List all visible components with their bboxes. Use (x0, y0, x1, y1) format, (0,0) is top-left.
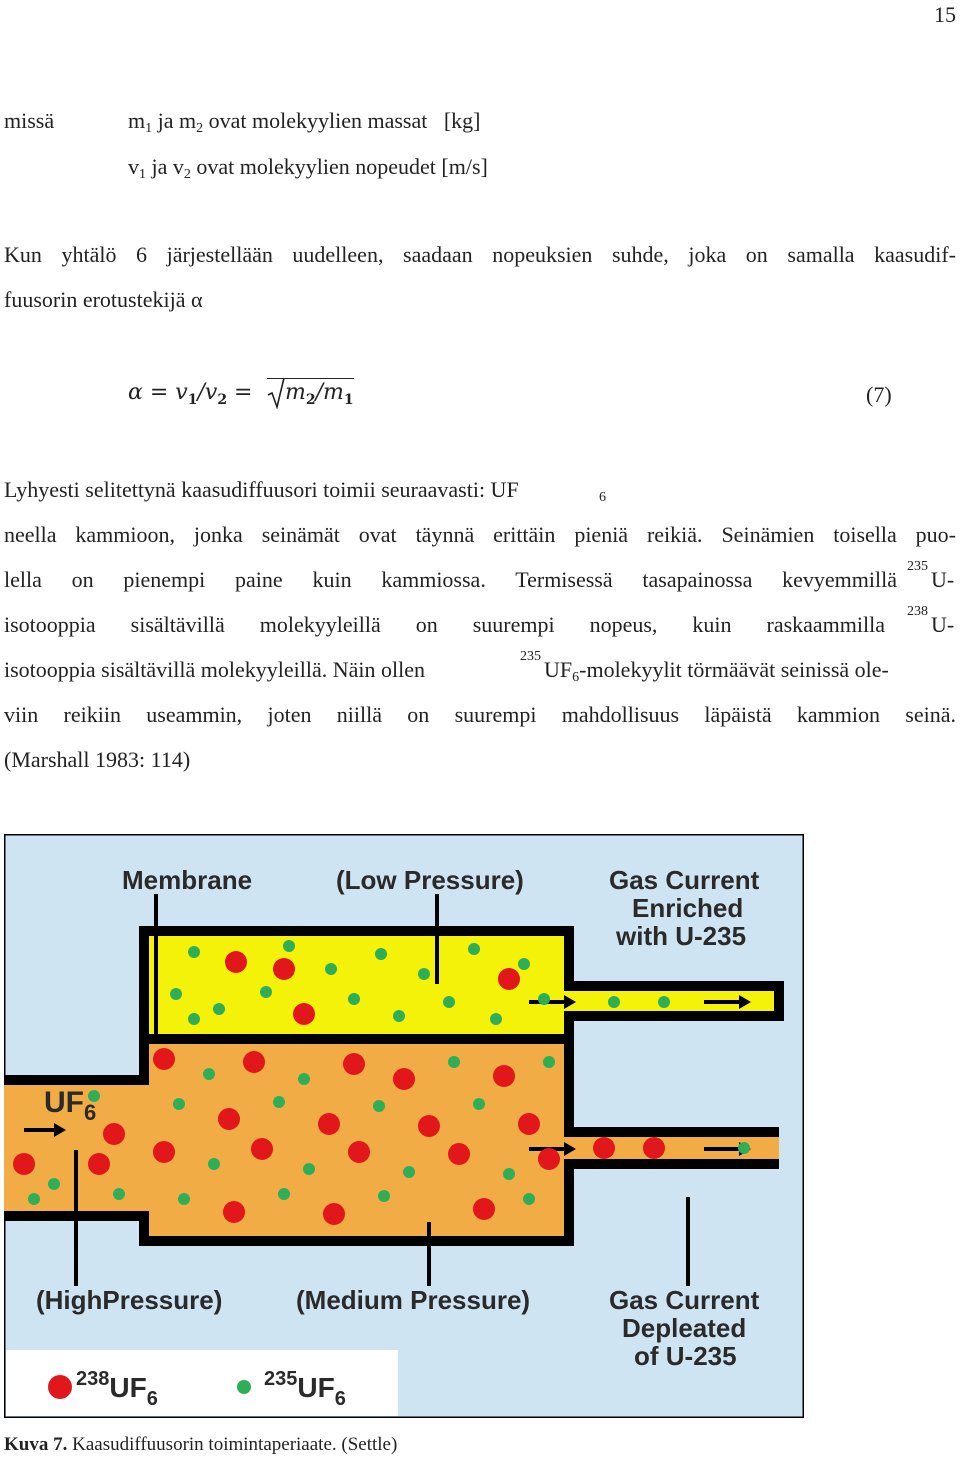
legend-u235-label: $^{235}UF_6$ (264, 1368, 346, 1410)
u235-molecule (543, 1056, 555, 1068)
u235-molecule (113, 1188, 125, 1200)
u235-molecule (170, 988, 182, 1000)
u238-molecule (218, 1108, 240, 1130)
intro-line-2: fuusorin erotustekijä α (4, 287, 203, 312)
label-gas-depleted-2: Depleated (622, 1313, 747, 1343)
u235-molecule (278, 1188, 290, 1200)
u235-molecule (503, 1168, 515, 1180)
u235-molecule (188, 946, 200, 958)
intro-line-1: Kun yhtälö 6 järjestellään uudelleen, saadaan nopeuksien suhde, joka on samalla kaasudif- (4, 242, 956, 267)
u235-molecule (373, 1100, 385, 1112)
paragraph-line-1-formula: 6 (599, 490, 606, 505)
u235-molecule (325, 963, 337, 975)
u238-molecule (393, 1068, 415, 1090)
u238-molecule (293, 1003, 315, 1025)
u235-molecule (468, 943, 480, 955)
u235-molecule (48, 1178, 60, 1190)
diffuser-diagram (4, 834, 804, 1418)
label-uf6: $UF_6$ (44, 1086, 97, 1125)
u235-molecule (203, 1068, 215, 1080)
u238-molecule (153, 1048, 175, 1070)
u238-molecule (643, 1137, 665, 1159)
paragraph-line-1: Lyhyesti selitettynä kaasudiffuusori toimii seuraavasti: UF (4, 477, 519, 502)
label-gas-enriched-3: with U-235 (616, 921, 747, 951)
u235-molecule (378, 1190, 390, 1202)
u235-molecule (28, 1193, 40, 1205)
u235-molecule (523, 1193, 535, 1205)
paragraph-line-6: viin reikiin useammin, joten niillä on suurempi mahdollisuus läpäistä kammion seinä. (4, 702, 956, 727)
u238-molecule (348, 1141, 370, 1163)
u238-molecule (223, 1201, 245, 1223)
paragraph-line-7: (Marshall 1983: 114) (4, 747, 191, 772)
u235-molecule (273, 1096, 285, 1108)
u238-molecule (493, 1065, 515, 1087)
u235-molecule (213, 1003, 225, 1015)
square-root: $m_2/m_1$ (267, 378, 354, 408)
u238-molecule (88, 1153, 110, 1175)
u235-molecule (443, 996, 455, 1008)
u238-molecule (498, 968, 520, 990)
page-number: 15 (934, 2, 956, 27)
u238-molecule (13, 1153, 35, 1175)
u235-molecule (348, 993, 360, 1005)
label-gas-enriched-1: Gas Current (609, 865, 760, 895)
label-low-pressure: (Low Pressure) (336, 865, 524, 895)
equation-7: $\alpha = v_1/v_2$ = $m_2/m_1$ (128, 378, 354, 408)
u235-molecule (738, 1142, 750, 1154)
u238-molecule (153, 1141, 175, 1163)
gas-diffuser-figure (4, 834, 804, 1418)
u235-molecule (178, 1193, 190, 1205)
u235-molecule (375, 948, 387, 960)
u238-molecule (251, 1138, 273, 1160)
u238-molecule (518, 1113, 540, 1135)
u235-molecule (173, 1098, 185, 1110)
label-membrane: Membrane (122, 865, 253, 895)
label-medium-pressure: (Medium Pressure) (296, 1285, 531, 1315)
u235-molecule (403, 1166, 415, 1178)
u235-molecule (393, 1010, 405, 1022)
u235-molecule (490, 1013, 502, 1025)
u235-molecule (260, 986, 272, 998)
u235-molecule (283, 940, 295, 952)
u235-molecule (518, 958, 530, 970)
u238-molecule (243, 1051, 265, 1073)
legend-u238-label: $^{238}UF_6$ (76, 1368, 158, 1410)
u238-molecule (273, 958, 295, 980)
label-gas-depleted-1: Gas Current (609, 1285, 760, 1315)
radical-sign-icon (267, 377, 285, 409)
label-high-pressure: (HighPressure) (36, 1285, 223, 1315)
paragraph-line-4: isotooppia sisältävillä molekyyleillä on suurempi nopeus, kuin raskaammilla 238 U- (4, 604, 955, 637)
u235-molecule (473, 1098, 485, 1110)
definition-velocities: v1 ja v2 ovat molekyylien nopeudet [m/s] (128, 154, 488, 182)
u235-molecule (658, 996, 670, 1008)
u235-molecule (298, 1073, 310, 1085)
u238-molecule (343, 1053, 365, 1075)
paragraph-line-5: isotooppia sisältävillä molekyyleillä. Näin ollen 235 UF6-molekyylit törmäävät seinissä ole- (4, 649, 889, 685)
u235-molecule (188, 1013, 200, 1025)
label-gas-enriched-2: Enriched (632, 893, 744, 923)
u235-molecule (608, 996, 620, 1008)
figure-caption: Kuva 7. Kaasudiffuusorin toimintaperiaate. (Settle) (4, 1434, 398, 1455)
u235-molecule (303, 1163, 315, 1175)
u238-molecule (323, 1203, 345, 1225)
u238-molecule (418, 1115, 440, 1137)
definition-masses: m1 ja m2 ovat molekyylien massat [kg] (128, 108, 481, 136)
u238-molecule (538, 1148, 560, 1170)
u235-molecule (418, 968, 430, 980)
equation-number: (7) (866, 382, 892, 407)
u238-molecule (448, 1143, 470, 1165)
u235-molecule (538, 993, 550, 1005)
paragraph-line-2: neella kammioon, jonka seinämät ovat täynnä erittäin pieniä reikiä. Seinämien toisella puo- (4, 522, 956, 547)
u235-molecule (448, 1056, 460, 1068)
u238-molecule (473, 1198, 495, 1220)
paragraph-line-3: lella on pienempi paine kuin kammiossa. Termisessä tasapainossa kevyemmillä 235 U- (4, 559, 955, 592)
u238-molecule (318, 1113, 340, 1135)
u238-molecule (103, 1123, 125, 1145)
u238-molecule (225, 951, 247, 973)
legend-u235-dot (237, 1380, 251, 1394)
legend-u238-dot (48, 1375, 72, 1399)
definitions-label: missä (4, 108, 55, 133)
u238-molecule (593, 1137, 615, 1159)
label-gas-depleted-3: of U-235 (634, 1341, 737, 1371)
u235-molecule (208, 1158, 220, 1170)
